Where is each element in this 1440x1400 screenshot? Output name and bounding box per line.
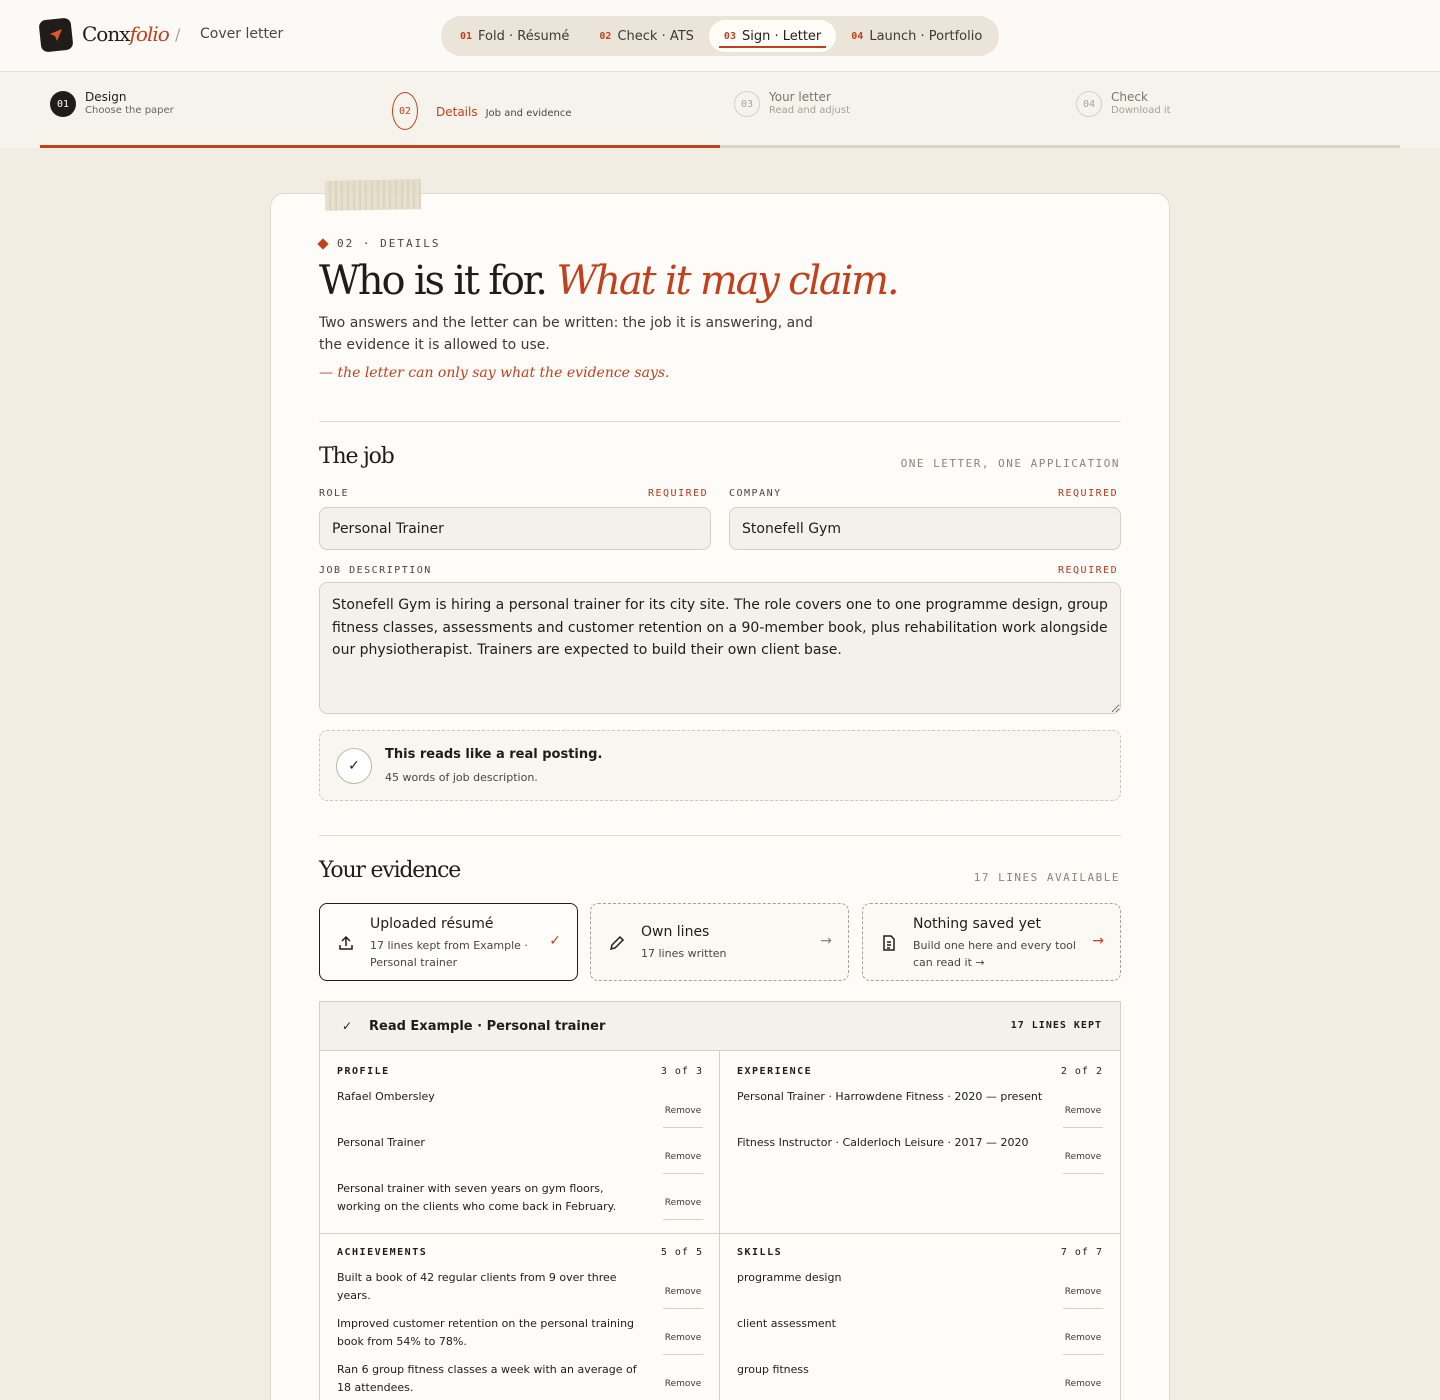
checkmark-icon: ✓ <box>549 933 561 949</box>
step-details[interactable] <box>392 92 572 130</box>
hand-note: — the letter can only say what the evidence says. <box>319 365 670 381</box>
intro-text: Two answers and the letter can be written: the job it is answering, and the evidence it is allowed to use. <box>319 315 813 353</box>
top-bar <box>0 0 1440 72</box>
stepper <box>0 72 1440 148</box>
pencil-icon <box>608 934 626 952</box>
step-design[interactable] <box>50 90 174 118</box>
line-text: Rafael Ombersley <box>337 1090 435 1103</box>
evidence-source-sub: 17 lines kept from Example · Personal trainer <box>370 939 528 969</box>
remove-button[interactable]: Remove <box>663 1279 703 1309</box>
line-text: programme design <box>737 1271 842 1284</box>
evidence-line <box>337 1088 703 1134</box>
breadcrumb-current: Cover letter <box>200 26 284 42</box>
tab-check-ats[interactable]: 02 Check · ATS <box>599 28 694 44</box>
line-text: Personal Trainer <box>337 1136 425 1149</box>
line-text: Personal trainer with seven years on gym floors, working on the clients who come back in February. <box>337 1182 617 1213</box>
column-divider <box>719 1051 720 1400</box>
page-title: Who is it for. What it may claim. <box>319 258 898 304</box>
step-your-letter[interactable] <box>734 90 850 118</box>
step-sub: Read and adjust <box>769 105 851 116</box>
document-icon <box>880 934 898 952</box>
step-title: Check <box>1111 90 1148 104</box>
remove-button[interactable]: Remove <box>663 1098 703 1128</box>
posting-check <box>319 730 1121 801</box>
step-number: 03 <box>734 91 760 117</box>
step-number: 01 <box>50 91 76 117</box>
remove-button[interactable]: Remove <box>1063 1325 1103 1355</box>
evidence-line <box>337 1315 703 1361</box>
divider <box>319 421 1121 422</box>
tab-launch-portfolio[interactable]: 04 Launch · Portfolio <box>851 28 983 44</box>
group-title: PROFILE <box>337 1066 390 1077</box>
evidence-line <box>337 1269 703 1315</box>
line-text: Personal Trainer · Harrowdene Fitness · 2020 — present <box>737 1090 1043 1103</box>
evidence-source-uploaded[interactable] <box>319 903 578 981</box>
read-panel-title: Read Example · Personal trainer <box>369 1019 606 1034</box>
job-description-required: REQUIRED <box>1058 565 1119 576</box>
role-required: REQUIRED <box>648 488 709 499</box>
tape-decoration <box>325 179 422 211</box>
remove-button[interactable]: Remove <box>663 1325 703 1355</box>
arrow-right-icon: → <box>1092 933 1104 949</box>
step-sub: Job and evidence <box>485 108 572 119</box>
tab-sign-letter[interactable]: 03 Sign · Letter <box>709 20 836 52</box>
evidence-source-sub: Build one here and every tool can read it → <box>913 939 1076 969</box>
company-label: COMPANY <box>729 488 782 499</box>
evidence-section-title: Your evidence <box>319 858 461 883</box>
upload-icon <box>337 934 355 952</box>
step-title: Details <box>436 105 478 119</box>
step-title: Your letter <box>769 90 831 104</box>
line-text: Improved customer retention on the personal training book from 54% to 78%. <box>337 1317 635 1348</box>
group-count: 5 of 5 <box>660 1247 703 1258</box>
line-text: group fitness <box>737 1363 809 1376</box>
remove-button[interactable]: Remove <box>1063 1098 1103 1128</box>
step-sub: Download it <box>1111 105 1171 116</box>
group-count: 7 of 7 <box>1060 1247 1103 1258</box>
evidence-line <box>337 1180 703 1226</box>
company-input[interactable] <box>729 507 1121 550</box>
step-number: 02 <box>392 92 418 130</box>
evidence-line <box>337 1134 703 1180</box>
resume-read-panel <box>319 1001 1121 1400</box>
group-count: 3 of 3 <box>660 1066 703 1077</box>
evidence-source-own-lines[interactable] <box>590 903 849 981</box>
lines-kept-count: 17 LINES KEPT <box>1010 1020 1102 1031</box>
evidence-line <box>737 1315 1103 1361</box>
evidence-source-title: Own lines <box>641 924 710 940</box>
breadcrumb-separator: / <box>175 25 181 44</box>
remove-button[interactable]: Remove <box>1063 1279 1103 1309</box>
evidence-source-sub: 17 lines written <box>641 947 727 960</box>
logo-icon[interactable] <box>38 17 73 52</box>
tool-tabs <box>441 16 999 56</box>
section-eyebrow: 02 · DETAILS <box>319 237 440 250</box>
job-description-input[interactable] <box>319 582 1121 714</box>
line-text: Ran 6 group fitness classes a week with an average of 18 attendees. <box>337 1363 637 1394</box>
read-panel-header <box>320 1002 1120 1051</box>
row-divider <box>320 1233 1120 1234</box>
step-number: 04 <box>1076 91 1102 117</box>
evidence-line <box>737 1269 1103 1315</box>
brand-name[interactable]: Conxfolio <box>82 22 169 46</box>
job-section-title: The job <box>319 444 394 469</box>
posting-check-sub: 45 words of job description. <box>385 771 538 784</box>
tab-fold-resume[interactable]: 01 Fold · Résumé <box>460 28 570 44</box>
posting-check-title: This reads like a real posting. <box>385 747 603 762</box>
evidence-line <box>737 1134 1103 1180</box>
remove-button[interactable]: Remove <box>663 1190 703 1220</box>
job-description-label: JOB DESCRIPTION <box>319 565 432 576</box>
role-label: ROLE <box>319 488 350 499</box>
group-title: SKILLS <box>737 1247 783 1258</box>
step-check[interactable] <box>1076 90 1171 118</box>
job-section-meta: ONE LETTER, ONE APPLICATION <box>900 457 1120 470</box>
remove-button[interactable]: Remove <box>663 1144 703 1174</box>
evidence-section-meta: 17 LINES AVAILABLE <box>973 871 1120 884</box>
remove-button[interactable]: Remove <box>663 1371 703 1400</box>
role-input[interactable] <box>319 507 711 550</box>
evidence-source-title: Uploaded résumé <box>370 916 494 932</box>
evidence-line <box>737 1088 1103 1134</box>
remove-button[interactable]: Remove <box>1063 1144 1103 1174</box>
diamond-icon <box>317 238 328 249</box>
evidence-source-nothing-saved[interactable] <box>862 903 1121 981</box>
group-title: ACHIEVEMENTS <box>337 1247 428 1258</box>
divider <box>319 835 1121 836</box>
line-text: client assessment <box>737 1317 836 1330</box>
remove-button[interactable]: Remove <box>1063 1371 1103 1400</box>
group-title: EXPERIENCE <box>737 1066 813 1077</box>
step-sub: Choose the paper <box>85 105 174 116</box>
group-count: 2 of 2 <box>1060 1066 1103 1077</box>
line-text: Built a book of 42 regular clients from 9 over three years. <box>337 1271 617 1302</box>
stepper-progress <box>40 145 720 148</box>
evidence-source-title: Nothing saved yet <box>913 916 1041 932</box>
evidence-line <box>737 1361 1103 1400</box>
arrow-right-icon: → <box>820 933 832 949</box>
company-required: REQUIRED <box>1058 488 1119 499</box>
evidence-line <box>337 1361 703 1400</box>
check-icon: ✓ <box>342 1019 353 1033</box>
check-icon: ✓ <box>336 748 372 784</box>
step-title: Design <box>85 90 127 104</box>
line-text: Fitness Instructor · Calderloch Leisure · 2017 — 2020 <box>737 1136 1029 1149</box>
